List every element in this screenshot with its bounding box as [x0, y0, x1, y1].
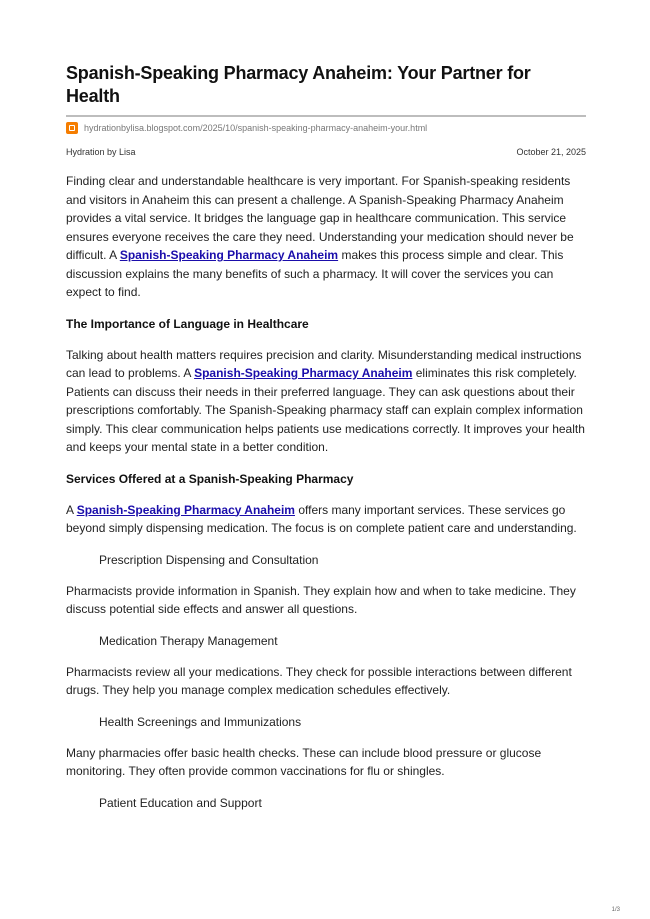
pharmacy-link[interactable]: Spanish-Speaking Pharmacy Anaheim: [76, 502, 295, 517]
service-item-text: Pharmacists provide information in Spanish. They explain how and when to take medicine. They discuss potential side effects and answer all questions.: [66, 583, 576, 616]
post-date: October 21, 2025: [516, 147, 586, 157]
service-item-text: Pharmacists review all your medications. They check for possible interactions between different drugs. They help you manage complex medication schedules effectively.: [66, 664, 572, 697]
services-paragraph: A Spanish-Speaking Pharmacy Anaheim offers many important services. These services go beyond simply dispensing medication. The focus is on complete patient care and understanding.: [66, 502, 577, 535]
source-url[interactable]: hydrationbylisa.blogspot.com/2025/10/spanish-speaking-pharmacy-anaheim-your.html: [84, 123, 428, 133]
title-divider: [66, 115, 586, 117]
service-item-title: Health Screenings and Immunizations: [99, 714, 302, 729]
intro-paragraph: Finding clear and understandable healthcare is very important. For Spanish-speaking residents and visitors in Anaheim this can present a challenge. A Spanish-Speaking Pharmacy Anaheim provides a vital service. It bridges the language gap in healthcare communication. This service ensures everyone receives the care they need. Understanding your medication should never be difficult. A Spanish-Speaking Pharmacy Anaheim makes this process simple and clear. This discussion explains the many benefits of such a pharmacy. It will cover the services you can expect to find.: [66, 174, 574, 299]
author-name: Hydration by Lisa: [66, 147, 136, 157]
page-number: 1/3: [611, 907, 620, 913]
pharmacy-link[interactable]: Spanish-Speaking Pharmacy Anaheim: [194, 366, 413, 380]
service-item-title: Patient Education and Support: [99, 795, 262, 810]
meta-line: [66, 147, 586, 157]
source-line: [66, 121, 586, 135]
service-item-text: Many pharmacies offer basic health checks. These can include blood pressure or glucose monitoring. They often provide common vaccinations for flu or shingles.: [66, 745, 542, 778]
section-heading-importance: The Importance of Language in Healthcare: [66, 316, 309, 331]
pharmacy-link[interactable]: Spanish-Speaking Pharmacy Anaheim: [119, 248, 339, 262]
section-heading-services: Services Offered at a Spanish-Speaking Pharmacy: [66, 471, 354, 486]
page-title: Spanish-Speaking Pharmacy Anaheim: Your Partner for Health: [66, 63, 531, 106]
blogger-icon: [66, 122, 78, 134]
service-item-title: Prescription Dispensing and Consultation: [99, 552, 319, 567]
importance-paragraph: Talking about health matters requires precision and clarity. Misunderstanding medical instructions can lead to problems. A Spanish-Speaking Pharmacy Anaheim eliminates this risk completely. Patients can discuss their needs in their preferred language. They can ask questions about their prescriptions comfortably. The Spanish-Speaking pharmacy staff can explain complex information simply. This clear communication helps patients use medications correctly. It improves your health and keeps your mental state in a better condition.: [66, 347, 585, 454]
service-item-title: Medication Therapy Management: [99, 633, 278, 648]
article: [66, 62, 586, 812]
